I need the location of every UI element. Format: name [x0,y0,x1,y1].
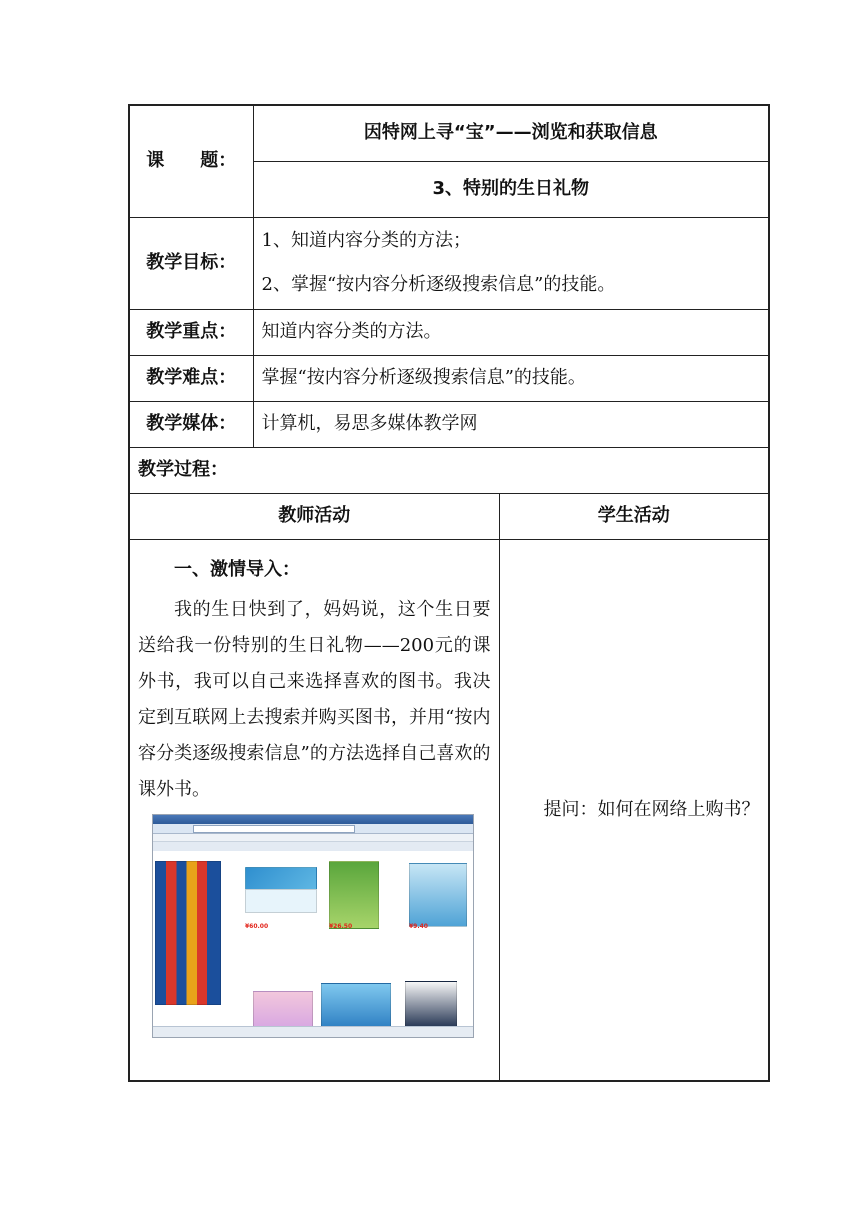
difficulty-row [129,355,769,401]
section-1-title: 一、激情导入： [174,558,300,580]
student-activity-cell [499,539,769,1081]
process-label: 教学过程： [129,447,769,493]
teacher-paragraph: 我的生日快到了，妈妈说，这个生日要送给我一份特别的生日礼物——200元的课外书，我可以自己来选择喜欢的图书。我决定到互联网上去搜索并购买图书，并用“按内容分类逐级搜索信息”的方法选择自己喜欢的课外书。 [138,598,491,800]
media-text: 计算机，易思多媒体教学网 [253,401,769,447]
difficulty-label: 教学难点： [129,355,253,401]
process-row [129,447,769,493]
goals-row [129,217,769,309]
teacher-activity-header: 教师活动 [129,493,499,539]
topic-label: 课 题： [129,105,253,217]
student-activity-content [500,792,769,828]
focus-row [129,309,769,355]
activity-content-row [129,539,769,1081]
browser-screenshot-image: ¥60.00 ¥26.50 ¥9.40 [152,814,474,1038]
topic-subtitle: 3、特别的生日礼物 [253,161,769,217]
teacher-activity-cell [129,539,499,1081]
student-question: 提问：如何在网络上购书？ [543,798,760,820]
teacher-activity-content [130,540,499,808]
topic-title: 因特网上寻“宝”——浏览和获取信息 [253,105,769,161]
lesson-plan-table [128,104,770,1082]
media-label: 教学媒体： [129,401,253,447]
media-row [129,401,769,447]
difficulty-text: 掌握“按内容分析逐级搜索信息”的技能。 [253,355,769,401]
focus-label: 教学重点： [129,309,253,355]
goal-item-2: 2、掌握“按内容分析逐级搜索信息”的技能。 [261,274,616,295]
topic-row-1 [129,105,769,161]
goal-item-1: 1、知道内容分类的方法； [261,230,471,251]
student-activity-header: 学生活动 [499,493,769,539]
goals-cell [253,217,769,309]
focus-text: 知道内容分类的方法。 [253,309,769,355]
goals-label: 教学目标： [129,217,253,309]
activity-header-row [129,493,769,539]
